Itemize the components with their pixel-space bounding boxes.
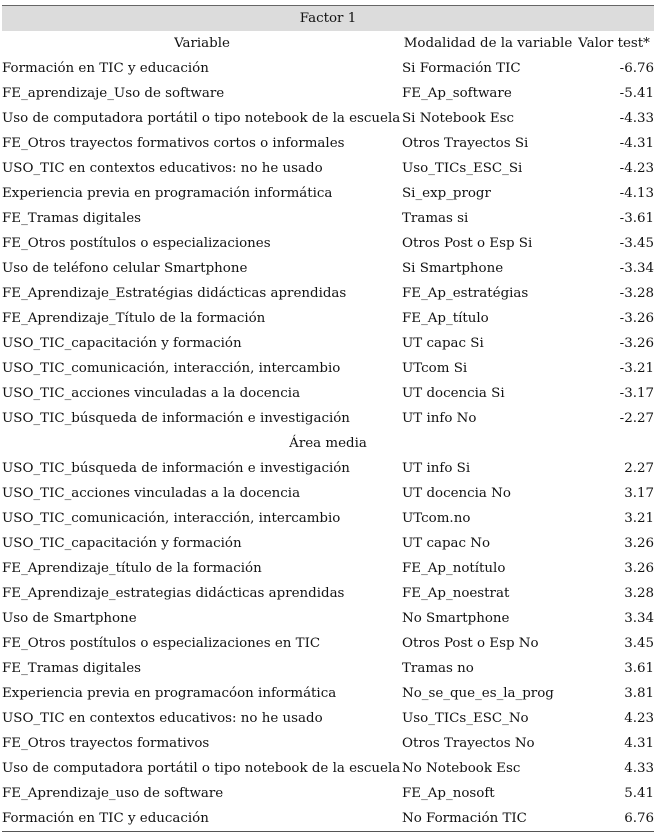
- middle-row: [2, 431, 654, 456]
- cell-valor: -4.23: [619, 161, 655, 176]
- cell-valor: 2.27: [624, 461, 655, 476]
- table-row: [2, 331, 654, 356]
- table-row: [2, 606, 654, 631]
- cell-valor: -4.13: [619, 186, 655, 201]
- cell-variable: USO_TIC_acciones vinculadas a la docencia: [2, 486, 301, 501]
- cell-modalidad: Otros Trayectos Si: [402, 136, 529, 151]
- table-row: [2, 656, 654, 681]
- cell-variable: Uso de Smartphone: [2, 611, 137, 626]
- cell-modalidad: UT capac No: [402, 536, 491, 551]
- table-row: [2, 631, 654, 656]
- cell-modalidad: UT docencia No: [402, 486, 511, 501]
- cell-valor: -3.61: [619, 211, 655, 226]
- cell-modalidad: Si Notebook Esc: [402, 111, 515, 126]
- cell-variable: Experiencia previa en programacóon informática: [2, 686, 337, 701]
- cell-variable: FE_Aprendizaje_uso de software: [2, 786, 224, 801]
- table-row: [2, 381, 654, 406]
- table-row: [2, 406, 654, 431]
- cell-modalidad: UTcom Si: [402, 361, 468, 376]
- table-row: [2, 456, 654, 481]
- cell-valor: -6.76: [619, 61, 655, 76]
- cell-modalidad: Otros Post o Esp Si: [402, 236, 533, 251]
- cell-valor: 3.81: [624, 686, 655, 701]
- cell-variable: USO_TIC_acciones vinculadas a la docencia: [2, 386, 301, 401]
- cell-variable: FE_Tramas digitales: [2, 661, 142, 676]
- cell-valor: 6.76: [574, 806, 654, 832]
- cell-modalidad: No Smartphone: [402, 611, 510, 626]
- cell-variable: FE_aprendizaje_Uso de software: [2, 86, 225, 101]
- cell-variable: FE_Otros postítulos o especializaciones: [2, 236, 271, 251]
- table-row: [2, 206, 654, 231]
- cell-valor: -3.17: [619, 386, 655, 401]
- table-row: [2, 756, 654, 781]
- cell-modalidad: No Notebook Esc: [402, 761, 521, 776]
- cell-variable: USO_TIC_búsqueda de información e investigación: [2, 461, 350, 476]
- cell-variable: Formación en TIC y educación: [2, 61, 209, 76]
- cell-valor: 3.45: [624, 636, 655, 651]
- title-row: [2, 6, 654, 32]
- cell-modalidad: Tramas no: [402, 661, 474, 676]
- cell-modalidad: Otros Post o Esp No: [402, 636, 539, 651]
- table-row: [2, 256, 654, 281]
- cell-valor: 3.34: [624, 611, 655, 626]
- table-row: [2, 56, 654, 81]
- cell-valor: -3.45: [619, 236, 655, 251]
- cell-modalidad: Si Smartphone: [402, 261, 504, 276]
- cell-valor: -3.34: [619, 261, 655, 276]
- table-row: [2, 131, 654, 156]
- cell-modalidad: No_se_que_es_la_prog: [402, 686, 554, 701]
- table-row: [2, 806, 654, 832]
- cell-variable: USO_TIC_comunicación, interacción, intercambio: [2, 511, 341, 526]
- cell-modalidad: UT info No: [402, 411, 477, 426]
- cell-valor: -3.28: [619, 286, 655, 301]
- cell-valor: 3.26: [624, 536, 655, 551]
- table-row: [2, 556, 654, 581]
- cell-valor: -5.41: [619, 86, 655, 101]
- table-row: [2, 156, 654, 181]
- cell-valor: -3.26: [619, 311, 655, 326]
- cell-valor: 3.28: [624, 586, 655, 601]
- table-row: [2, 81, 654, 106]
- cell-variable: FE_Aprendizaje_Estratégias didácticas aprendidas: [2, 286, 347, 301]
- table-row: [2, 306, 654, 331]
- cell-modalidad: Uso_TICs_ESC_Si: [402, 161, 523, 176]
- cell-variable: USO_TIC en contextos educativos: no he usado: [2, 711, 323, 726]
- cell-variable: Uso de teléfono celular Smartphone: [2, 261, 248, 276]
- cell-modalidad: UTcom.no: [402, 511, 471, 526]
- cell-valor: 4.23: [624, 711, 655, 726]
- cell-valor: 4.31: [624, 736, 655, 751]
- table-row: [2, 231, 654, 256]
- cell-valor: 3.17: [624, 486, 655, 501]
- cell-variable: FE_Tramas digitales: [2, 211, 142, 226]
- table-row: [2, 356, 654, 381]
- cell-modalidad: No Formación TIC: [402, 806, 574, 832]
- cell-variable: FE_Aprendizaje_título de la formación: [2, 561, 262, 576]
- table-row: [2, 481, 654, 506]
- cell-variable: FE_Otros trayectos formativos: [2, 736, 210, 751]
- table-row: [2, 531, 654, 556]
- cell-modalidad: Otros Trayectos No: [402, 736, 535, 751]
- header-modalidad: Modalidad de la variable: [403, 36, 573, 51]
- cell-valor: -3.21: [619, 361, 655, 376]
- table-body: [2, 56, 654, 832]
- table-row: [2, 581, 654, 606]
- header-row: [2, 31, 654, 56]
- cell-modalidad: Si_exp_progr: [402, 186, 491, 201]
- table-row: [2, 706, 654, 731]
- table-row: [2, 106, 654, 131]
- cell-variable: USO_TIC_capacitación y formación: [2, 536, 242, 551]
- cell-modalidad: Si Formación TIC: [402, 61, 521, 76]
- cell-variable: USO_TIC en contextos educativos: no he usado: [2, 161, 323, 176]
- table-row: [2, 281, 654, 306]
- cell-variable: Experiencia previa en programación informática: [2, 186, 333, 201]
- table-row: [2, 181, 654, 206]
- cell-variable: FE_Aprendizaje_estrategias didácticas aprendidas: [2, 586, 345, 601]
- cell-valor: 5.41: [624, 786, 655, 801]
- cell-modalidad: Uso_TICs_ESC_No: [402, 711, 529, 726]
- cell-variable: FE_Otros trayectos formativos cortos o informales: [2, 136, 345, 151]
- cell-valor: 4.33: [624, 761, 655, 776]
- cell-valor: -3.26: [619, 336, 655, 351]
- cell-variable: USO_TIC_comunicación, interacción, intercambio: [2, 361, 341, 376]
- cell-modalidad: UT capac Si: [402, 336, 484, 351]
- cell-variable: USO_TIC_búsqueda de información e investigación: [2, 411, 350, 426]
- table-row: [2, 781, 654, 806]
- cell-modalidad: FE_Ap_título: [402, 311, 489, 326]
- factor-table: [2, 5, 654, 832]
- cell-modalidad: FE_Ap_nosoft: [402, 786, 495, 801]
- cell-modalidad: Tramas si: [402, 211, 469, 226]
- cell-variable: Formación en TIC y educación: [2, 806, 402, 832]
- cell-modalidad: UT docencia Si: [402, 386, 505, 401]
- cell-valor: 3.61: [624, 661, 655, 676]
- cell-modalidad: FE_Ap_estratégias: [402, 286, 529, 301]
- cell-valor: 3.21: [624, 511, 655, 526]
- cell-valor: -4.31: [619, 136, 655, 151]
- cell-valor: 3.26: [624, 561, 655, 576]
- cell-modalidad: FE_Ap_software: [402, 86, 512, 101]
- cell-variable: Uso de computadora portátil o tipo notebook de la escuela: [2, 761, 401, 776]
- table-title: Factor 1: [2, 6, 654, 32]
- cell-variable: USO_TIC_capacitación y formación: [2, 336, 242, 351]
- cell-modalidad: FE_Ap_noestrat: [402, 586, 510, 601]
- middle-label: Área media: [289, 436, 367, 451]
- cell-variable: Uso de computadora portátil o tipo notebook de la escuela: [2, 111, 401, 126]
- header-valor: Valor test*: [578, 36, 650, 51]
- cell-valor: -4.33: [619, 111, 655, 126]
- header-variable: Variable: [174, 36, 230, 51]
- table-row: [2, 731, 654, 756]
- table-row: [2, 681, 654, 706]
- cell-variable: FE_Aprendizaje_Título de la formación: [2, 311, 266, 326]
- cell-modalidad: FE_Ap_notítulo: [402, 561, 506, 576]
- cell-modalidad: UT info Si: [402, 461, 471, 476]
- table-row: [2, 506, 654, 531]
- cell-valor: -2.27: [619, 411, 655, 426]
- cell-variable: FE_Otros postítulos o especializaciones en TIC: [2, 636, 321, 651]
